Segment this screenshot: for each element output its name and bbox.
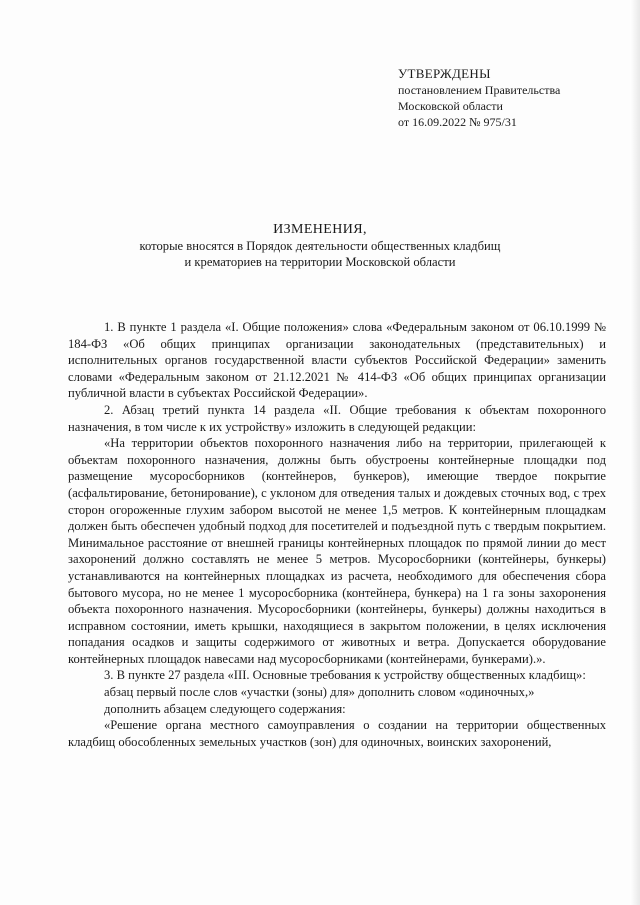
paragraph-5: абзац первый после слов «участки (зоны) для» дополнить словом «одиночных,» [104,685,535,700]
paragraph-1: 1. В пункте 1 раздела «I. Общие положения» слова «Федеральным законом от 06.10.1999 № 184-ФЗ «Об общих принципах организации законодательных (представительных) и исполнительных органов государственной власти субъектов Российской Федерации» заменить словами «Федеральным законом от 21.12.2021 № 414-ФЗ «Об общих принципах организации публичной власти в субъектах Российской Федерации». [68,320,606,401]
paragraph-4: 3. В пункте 27 раздела «III. Основные требования к устройству общественных кладбищ»: [104,668,586,683]
document-body [68,319,606,750]
approval-heading: УТВЕРЖДЕНЫ [398,66,491,81]
paragraph-6: дополнить абзацем следующего содержания: [104,701,346,716]
document-title [60,222,580,270]
approval-line-1: постановлением Правительства [398,83,561,97]
title-subtitle-1: которые вносятся в Порядок деятельности общественных кладбищ [139,239,501,253]
scan-edge-shadow [630,0,640,905]
paragraph-3: «На территории объектов похоронного назначения либо на территории, прилегающей к объектам похоронного назначения, должны быть обустроены контейнерные площадки под размещение мусоросборников (контейнеров, бункеров), имеющие твердое покрытие (асфальтирование, бетонирование), с уклоном для отведения талых и дождевых сточных вод, с трех сторон огороженные глухим забором высотой не менее 1,5 метров. К контейнерным площадкам должен быть обеспечен удобный подход для посетителей и подъездной путь с твердым покрытием. Минимальное расстояние от внешней границы контейнерных площадок по прямой линии до мест захоронений должно составлять не менее 5 метров. Мусоросборники (контейнеры, бункеры) устанавливаются на контейнерных площадках из расчета, необходимого для обеспечения сбора бытового мусора, но не менее 1 мусоросборника (контейнера, бункера) на 1 га зоны захоронения объекта похоронного назначения. Мусоросборники (контейнеры, бункеры) должны находиться в исправном состоянии, иметь крышки, находящиеся в закрытом положении, в целях исключения попадания осадков и защиты содержимого от животных и ветра. Допускается оборудование контейнерных площадок навесами над мусоросборниками (контейнерами, бункерами).». [68,436,606,666]
title-subtitle-2: и крематориев на территории Московской области [184,255,456,269]
approval-line-2: Московской области [398,99,503,113]
approval-stamp [398,66,628,130]
title-main: ИЗМЕНЕНИЯ, [273,222,367,237]
paragraph-7: «Решение органа местного самоуправления о создании на территории общественных кладбищ обособленных земельных участков (зон) для одиночных, воинских захоронений, [68,718,606,749]
approval-line-3: от 16.09.2022 № 975/31 [398,115,517,129]
paragraph-2: 2. Абзац третий пункта 14 раздела «II. Общие требования к объектам похоронного назначения, в том числе к их устройству» изложить в следующей редакции: [68,402,606,434]
